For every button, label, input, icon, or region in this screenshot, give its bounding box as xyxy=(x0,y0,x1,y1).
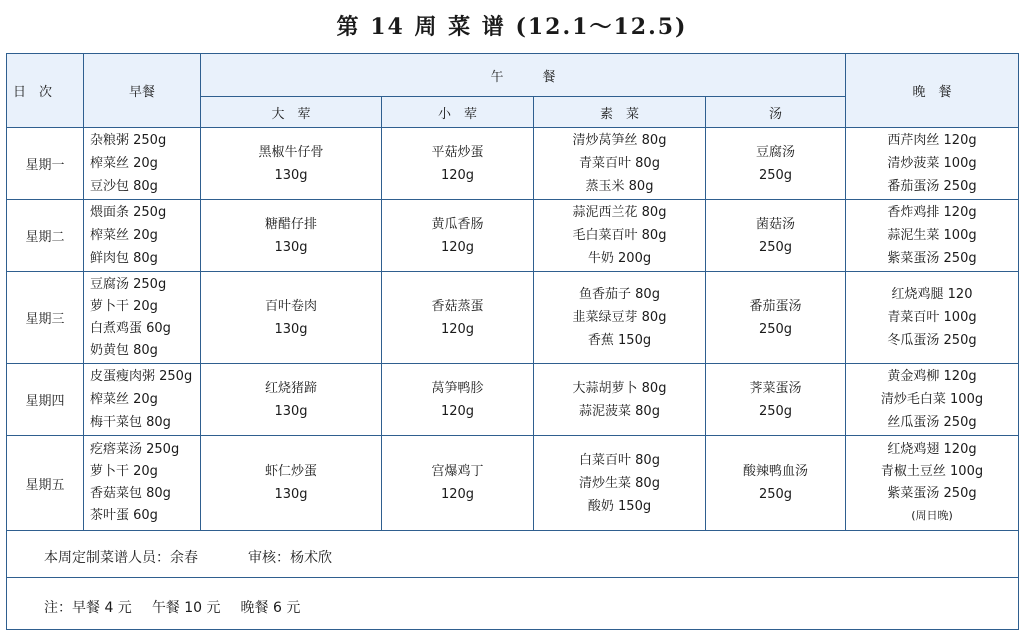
soup-cell xyxy=(706,272,846,364)
dish-name: 香菇蒸蛋 xyxy=(431,298,484,314)
dinner-cell xyxy=(846,364,1019,436)
small-meat-cell xyxy=(382,272,534,364)
menu-item: 白菜百叶 80g xyxy=(579,452,660,468)
menu-item: 茶叶蛋 60g xyxy=(90,508,158,523)
dish-weight: 250g xyxy=(758,321,793,337)
menu-item: 榨菜丝 20g xyxy=(90,392,158,407)
menu-item: 冬瓜蛋汤 250g xyxy=(887,333,977,348)
menu-item: 红烧鸡腿 120 xyxy=(891,287,973,302)
soup-cell xyxy=(706,128,846,200)
dinner-cell xyxy=(846,272,1019,364)
big-meat-cell xyxy=(201,364,382,436)
dish-name: 红烧猪蹄 xyxy=(264,380,317,396)
day-row xyxy=(7,128,1019,200)
menu-item: 清炒莴笋丝 80g xyxy=(572,133,667,148)
dish-name: 莴笋鸭胗 xyxy=(431,380,484,396)
menu-item: 榨菜丝 20g xyxy=(90,156,158,171)
dish-weight: 120g xyxy=(440,403,475,419)
big-meat-cell xyxy=(201,200,382,272)
menu-item: 牛奶 200g xyxy=(587,251,652,266)
menu-item: 青椒土豆丝 100g xyxy=(880,464,984,479)
day-name: 星期四 xyxy=(7,364,84,436)
menu-item: 榨菜丝 20g xyxy=(90,228,158,243)
menu-item: 鱼香茄子 80g xyxy=(579,287,660,302)
vegetable-cell xyxy=(534,436,706,531)
vegetable-cell xyxy=(534,128,706,200)
menu-item: 酸奶 150g xyxy=(587,498,652,514)
vegetable-cell xyxy=(534,364,706,436)
breakfast-cell xyxy=(84,272,201,364)
menu-item: 蒜泥西兰花 80g xyxy=(572,205,667,220)
day-row xyxy=(7,272,1019,364)
menu-item: 鲜肉包 80g xyxy=(90,251,158,266)
dish-name: 平菇炒蛋 xyxy=(431,144,484,160)
dish-name: 虾仁炒蛋 xyxy=(264,464,317,479)
menu-item: 煨面条 250g xyxy=(90,205,167,220)
lunch-header: 午 餐 xyxy=(201,54,846,97)
big-meat-header: 大 荤 xyxy=(201,97,382,128)
menu-item: 萝卜干 20g xyxy=(90,298,158,314)
menu-item: 韭菜绿豆芽 80g xyxy=(572,310,667,325)
menu-item: 蒸玉米 80g xyxy=(585,179,654,194)
day-header: 日 次 xyxy=(7,54,84,128)
big-meat-cell xyxy=(201,272,382,364)
menu-item: 毛白菜百叶 80g xyxy=(572,228,667,243)
dish-name: 糖醋仔排 xyxy=(264,216,317,232)
day-name: 星期一 xyxy=(7,128,84,200)
small-meat-cell xyxy=(382,436,534,531)
dish-weight: 120g xyxy=(440,167,475,183)
note-label: 注： xyxy=(44,600,72,616)
dinner-cell xyxy=(846,128,1019,200)
dinner-cell xyxy=(846,200,1019,272)
lunch-price: 午餐 10 元 xyxy=(151,600,221,616)
menu-item: 疙瘩菜汤 250g xyxy=(90,442,180,457)
breakfast-cell xyxy=(84,128,201,200)
vegetable-header: 素 菜 xyxy=(534,97,706,128)
dinner-header: 晚 餐 xyxy=(846,54,1019,128)
menu-item: 香菇菜包 80g xyxy=(90,486,171,501)
menu-item: 青菜百叶 100g xyxy=(887,310,977,325)
dish-weight: 130g xyxy=(274,403,308,419)
staff-label: 本周定制菜谱人员：余春 xyxy=(44,550,198,566)
small-meat-cell xyxy=(382,128,534,200)
menu-item: 西芹肉丝 120g xyxy=(887,133,977,148)
menu-item: 清炒毛白菜 100g xyxy=(880,392,984,407)
breakfast-cell xyxy=(84,364,201,436)
menu-item: 皮蛋瘦肉粥 250g xyxy=(90,369,193,384)
breakfast-cell xyxy=(84,436,201,531)
dinner-price: 晚餐 6 元 xyxy=(240,600,301,616)
soup-cell xyxy=(706,364,846,436)
menu-item: 大蒜胡萝卜 80g xyxy=(572,380,667,396)
menu-item: 丝瓜蛋汤 250g xyxy=(887,415,977,430)
big-meat-cell xyxy=(201,128,382,200)
page-title: 第 14 周 菜 谱 (12.1～12.5) xyxy=(336,14,688,40)
dish-name: 黄瓜香肠 xyxy=(431,216,484,232)
menu-item: 青菜百叶 80g xyxy=(579,156,660,171)
dish-name: 荠菜蛋汤 xyxy=(749,380,802,396)
dish-weight: 130g xyxy=(274,487,308,502)
menu-item: 蒜泥菠菜 80g xyxy=(579,403,660,419)
menu-item: 梅干菜包 80g xyxy=(90,415,171,430)
dish-weight: 250g xyxy=(758,167,793,183)
menu-item: 紫菜蛋汤 250g xyxy=(887,251,977,266)
menu-item: 番茄蛋汤 250g xyxy=(887,179,977,194)
breakfast-header: 早餐 xyxy=(84,54,201,128)
menu-item: 奶黄包 80g xyxy=(90,342,158,358)
day-row xyxy=(7,200,1019,272)
dish-weight: 120g xyxy=(440,239,475,255)
small-meat-cell xyxy=(382,364,534,436)
review-label: 审核：杨术欣 xyxy=(248,550,332,566)
dish-weight: 130g xyxy=(274,167,308,183)
menu-note: (周日晚) xyxy=(911,509,953,522)
small-meat-header: 小 荤 xyxy=(382,97,534,128)
menu-item: 清炒生菜 80g xyxy=(579,475,660,491)
dish-name: 菌菇汤 xyxy=(756,216,796,232)
menu-item: 豆腐汤 250g xyxy=(90,276,167,292)
dish-weight: 250g xyxy=(758,487,793,502)
dish-name: 宫爆鸡丁 xyxy=(431,464,484,479)
dish-name: 豆腐汤 xyxy=(756,144,796,160)
dish-weight: 120g xyxy=(440,321,475,337)
dish-weight: 130g xyxy=(274,239,308,255)
dish-name: 百叶卷肉 xyxy=(264,298,317,314)
menu-item: 萝卜干 20g xyxy=(90,464,158,479)
day-name: 星期二 xyxy=(7,200,84,272)
dish-name: 酸辣鸭血汤 xyxy=(743,464,809,479)
big-meat-cell xyxy=(201,436,382,531)
dish-name: 黑椒牛仔骨 xyxy=(258,144,324,160)
dish-weight: 120g xyxy=(440,487,475,502)
menu-item: 紫菜蛋汤 250g xyxy=(887,486,977,501)
menu-item: 香炸鸡排 120g xyxy=(887,205,977,220)
breakfast-cell xyxy=(84,200,201,272)
soup-cell xyxy=(706,436,846,531)
staff-line xyxy=(44,547,332,567)
price-note xyxy=(44,597,300,617)
day-row xyxy=(7,436,1019,531)
menu-item: 红烧鸡翅 120g xyxy=(887,442,977,457)
day-row xyxy=(7,364,1019,436)
menu-item: 蒜泥生菜 100g xyxy=(887,228,977,243)
small-meat-cell xyxy=(382,200,534,272)
vegetable-cell xyxy=(534,200,706,272)
dish-name: 番茄蛋汤 xyxy=(749,298,802,314)
soup-cell xyxy=(706,200,846,272)
menu-item: 清炒菠菜 100g xyxy=(887,156,977,171)
breakfast-price: 早餐 4 元 xyxy=(72,600,132,616)
menu-item: 香蕉 150g xyxy=(587,333,652,348)
dish-weight: 250g xyxy=(758,403,793,419)
day-name: 星期五 xyxy=(7,436,84,531)
menu-item: 黄金鸡柳 120g xyxy=(887,369,977,384)
menu-item: 白煮鸡蛋 60g xyxy=(90,320,171,336)
menu-table xyxy=(6,53,1019,630)
menu-item: 豆沙包 80g xyxy=(90,179,158,194)
header-row-top xyxy=(7,54,1019,97)
dish-weight: 130g xyxy=(274,321,308,337)
menu-item: 杂粮粥 250g xyxy=(90,133,167,148)
soup-header: 汤 xyxy=(706,97,846,128)
vegetable-cell xyxy=(534,272,706,364)
dish-weight: 250g xyxy=(758,239,793,255)
dinner-cell xyxy=(846,436,1019,531)
day-name: 星期三 xyxy=(7,272,84,364)
